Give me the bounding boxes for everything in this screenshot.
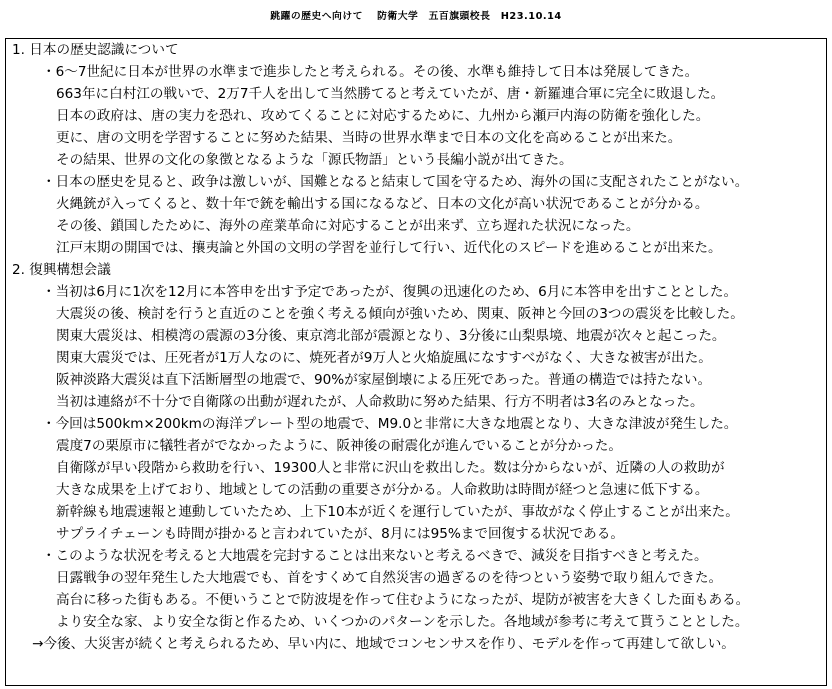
bullet-line: ・日本の歴史を見ると、政争は激しいが、国難となると結束して国を守るため、海外の国に支配されたことがない。 — [42, 174, 749, 190]
text-line: 当初は連絡が不十分で自衛隊の出動が遅れたが、人命救助に努めた結果、行方不明者は3名のみとなった。 — [56, 394, 704, 410]
bullet-line: ・6～7世紀に日本が世界の水準まで進歩したと考えられる。その後、水準も維持して日本は発展してきた。 — [42, 64, 699, 80]
section-heading: 2. 復興構想会議 — [12, 262, 111, 278]
conclusion-line: →今後、大災害が続くと考えられるため、早い内に、地域でコンセンサスを作り、モデルを作って再建して欲しい。 — [32, 636, 735, 652]
text-line: その結果、世界の文化の象徴となるような「源氏物語」という長編小説が出てきた。 — [56, 152, 573, 168]
text-line: 関東大震災では、圧死者が1万人なのに、焼死者が9万人と火焔旋風になすすべがなく、大きな被害が出た。 — [56, 350, 712, 366]
text-line: 日露戦争の翌年発生した大地震でも、首をすくめて自然災害の過ぎるのを待つという姿勢で取り組んできた。 — [56, 570, 723, 586]
text-line: 江戸末期の開国では、攘夷論と外国の文明の学習を並行して行い、近代化のスピードを進めることが出来た。 — [56, 240, 722, 256]
text-line: 日本の政府は、唐の実力を恐れ、攻めてくることに対応するために、九州から瀬戸内海の防衛を強化した。 — [56, 108, 710, 124]
text-line: 大震災の後、検討を行うと直近のことを強く考える傾向が強いため、関東、阪神と今回の3つの震災を比較した。 — [56, 306, 744, 322]
text-line: 663年に白村江の戦いで、2万7千人を出して当然勝てると考えていたが、唐・新羅連合軍に完全に敗退した。 — [56, 86, 725, 102]
text-line: 自衛隊が早い段階から救助を行い、19300人と非常に沢山を救出した。数は分からないが、近隣の人の救助が — [56, 460, 725, 476]
text-line: 関東大震災は、相模湾の震源の3分後、東京湾北部が震源となり、3分後に山梨県境、地震が次々と起こった。 — [56, 328, 726, 344]
text-line: サプライチェーンも時間が掛かると言われていたが、8月には95%まで回復する状況である。 — [56, 526, 624, 542]
text-line: 火縄銃が入ってくると、数十年で銃を輸出する国になるなど、日本の文化が高い状況であることが分かる。 — [56, 196, 709, 212]
page-title: 跳躍の歴史へ向けて 防衛大学 五百旗頭校長 H23.10.14 — [270, 11, 562, 22]
section-heading: 1. 日本の歴史認識について — [12, 42, 179, 58]
bullet-line: ・今回は500km×200kmの海洋プレート型の地震で、M9.0と非常に大きな地震となり、大きな津波が発生した。 — [42, 416, 738, 432]
text-line: 阪神淡路大震災は直下活断層型の地震で、90%が家屋倒壊による圧死であった。普通の構造では持たない。 — [56, 372, 712, 388]
content-box — [5, 38, 827, 686]
bullet-line: ・当初は6月に1次を12月に本答申を出す予定であったが、復興の迅速化のため、6月に本答申を出すこととした。 — [42, 284, 738, 300]
text-line: 新幹線も地震速報と連動していたため、上下10本が近くを運行していたが、事故がなく停止することが出来た。 — [56, 504, 739, 520]
text-line: より安全な家、より安全な街と作るため、いくつかのパターンを示した。各地域が参考に考えて貰うこととした。 — [56, 614, 749, 630]
text-line: 大きな成果を上げており、地域としての活動の重要さが分かる。人命救助は時間が経つと急速に低下する。 — [56, 482, 709, 498]
bullet-line: ・このような状況を考えると大地震を完封することは出来ないと考えるべきで、減災を目指すべきと考えた。 — [42, 548, 708, 564]
text-line: その後、鎖国したために、海外の産業革命に対応することが出来ず、立ち遅れた状況になった。 — [56, 218, 640, 234]
text-line: 更に、唐の文明を学習することに努めた結果、当時の世界水準まで日本の文化を高めることが出来た。 — [56, 130, 682, 146]
text-line: 高台に移った街もある。不便いうことで防波堤を作って住むようになったが、堤防が被害を大きくした面もある。 — [56, 592, 750, 608]
text-line: 震度7の栗原市に犠牲者がでなかったように、阪神後の耐震化が進んでいることが分かった。 — [56, 438, 622, 454]
